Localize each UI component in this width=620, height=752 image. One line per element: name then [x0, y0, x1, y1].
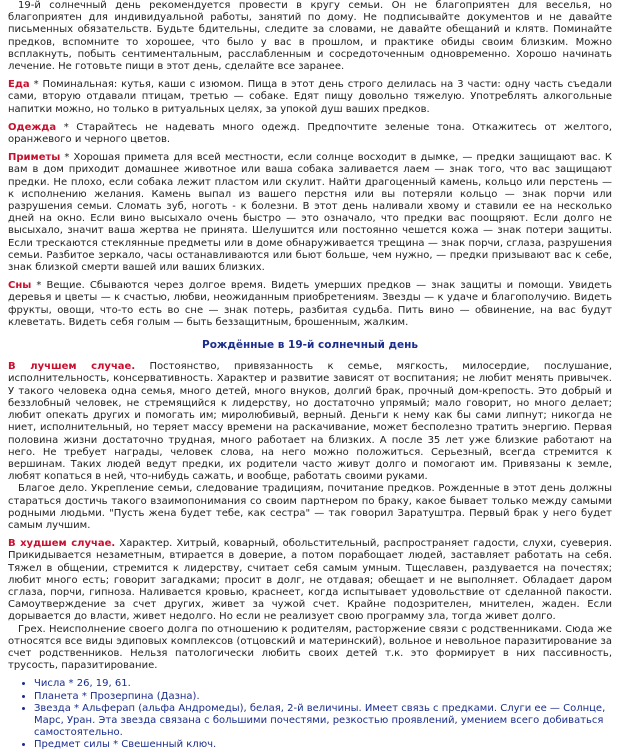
best-case-label: В лучшем случае. [8, 361, 136, 373]
clothing-text: Старайтесь не надевать много одежд. Предпочтите зеленые тона. Откажитесь от желтого, оранжевого и черного цветов. [8, 121, 612, 146]
food-label: Еда [8, 79, 30, 91]
list-item: • Планета * Прозерпина (Дазна). [34, 691, 612, 703]
best-case-text: Постоянство, привязанность к семье, мягкость, милосердие, послушание, исполнительность, консервативность. Характер и развитие зависят от воспитания; не любит менять привычек. У такого человека одна семья, много детей, много внуков, долгий брак, прочный дом-крепость. Это добрый и беззлобный человек, не стремящийся к лидерству, но достаточно упрямый; мало говорит, но много делает; любит опекать других и помогать им; миролюбивый, верный. Деньги к нему как бы сами липнут; никогда не ниет, исполнительный, но теряет массу времени на раскачивание, может бесполезно тратить энергию. Первая половина жизни достаточно трудная, много работает на близких. А после 35 лет уже близкие работают на него. Не требует награды, человек слова, на него можно положиться. Серьезный, всегда стремится к вершинам. Таких людей ведут предки, их родители часто живут долго и помогают им. Привязаны к земле, любят копаться в ней, что-нибудь сажать, и вообще, работать своими руками. [8, 361, 612, 483]
omens-text: Хорошая примета для всей местности, если солнце восходит в дымке, — предки защищают вас. К вам в дом приходит домашнее животное или ваша собака заливается лаем — знак того, что вас защищают предки. Не плохо, если собака лежит пластом или скулит. Найти драгоценный камень, кольцо или перстень — к исполнению желания. Камень выпал из вашего перстня или вы потеряли кольцо — знак порчи или разрушения семьи. Сломать зуб, ноготь - к болезни. В этот день наливали хвому и ставили ее на несколько дней на окно. Если вино высыхало очень быстро — это означало, что предки вас поощряют. Если долго не высыхало, значит ваша жертва не принята. Шелушится или постоянно чешется кожа — знак потери защиты. Если трескаются стеклянные предметы или в доме обнаруживается трещина — знак порчи, сглаза, разрушения семьи. Разбитое зеркало, часы останавливаются или бьют больше, чем нужно, — предки призывают вас к себе, знак близкой смерти вашей или ваших близких. [8, 152, 612, 274]
clothing-paragraph: Одежда * Старайтесь не надевать много одежд. Предпочтите зеленые тона. Откажитесь от желтого, оранжевого и черного цветов. [8, 121, 612, 146]
dreams-text: Вещие. Сбываются через долгое время. Видеть умерших предков — знак защиты и помощи. Увидеть деревья и цветы — к счастью, любви, неожиданным приобретениям. Звезды — к удаче и благополучию. Видеть фрукты, овощи, что-то есть во сне — знак потерь, разбитая судьба. Пить вино — обвинение, на вас будут клеветать. Видеть себя голым — быть беззащитным, брошенным, жалким. [8, 280, 613, 328]
worst-case-sin: Грех. Неисполнение своего долга по отношению к родителям, расторжение связи с родственниками. Сюда же относятся все виды эдиповых комплексов (отцовский и материнский), вольное и невольное паразитирование за счет родственников. Нельзя патологически любить своих детей т.к. это формирует в них пассивность, трусость, паразитирование. [8, 623, 612, 672]
list-item: • Предмет силы * Свешенный ключ. [34, 739, 612, 751]
facts-list [8, 678, 612, 751]
worst-case-paragraph [8, 538, 612, 623]
omens-label: Приметы [8, 152, 61, 164]
list-item: • Числа * 26, 19, 61. [34, 678, 612, 690]
worst-case-text: Характер. Хитрый, коварный, обольстительный, распространяет гадости, слухи, суеверия. Прикидывается незаметным, втирается в доверие, а потом порабощает людей, заставляет работать на себя. Тяжел в общении, стремится к лидерству, считает себя самым умным. Тщеславен, раздувается на почестях; любит много есть; говорит загадками; просит в долг, не отдавая; обещает и не выполняет. Обладает даром сглаза, порчи, гипноза. Наливается кровью, краснеет, когда испытывает удовольствие от сделанной пакости. Самоутверждение за счет других, живет за чужой счет. Крайне подозрителен, мнителен, жаден. Если дорывается до власти, живет недолго. Но если не реализует свою программу зла, тогда живет долго. [8, 538, 612, 623]
section-title: Рождённые в 19-й солнечный день [202, 339, 418, 352]
dreams-paragraph: Сны * Вещие. Сбываются через долгое время. Видеть умерших предков — знак защиты и помощи. Увидеть деревья и цветы — к счастью, любви, неожиданным приобретениям. Звезды — к удаче и благополучию. Видеть фрукты, овощи, что-то есть во сне — знак потерь, разбитая судьба. Пить вино — обвинение, на вас будут клеветать. Видеть себя голым — быть беззащитным, брошенным, жалким. [8, 280, 613, 328]
omens-paragraph: Приметы * Хорошая примета для всей местности, если солнце восходит в дымке, — предки защищают вас. К вам в дом приходит домашнее животное или ваша собака заливается лаем — знак того, что вас защищают предки. Не плохо, если собака лежит пластом или скулит. Найти драгоценный камень, кольцо или перстень — к исполнению желания. Камень выпал из вашего перстня или вы потеряли кольцо — знак порчи или разрушения семьи. Сломать зуб, ноготь - к болезни. В этот день наливали хвому и ставили ее на несколько дней на окно. Если вино высыхало очень быстро — это означало, что предки вас поощряют. Если долго не высыхало, значит ваша жертва не принята. Шелушится или постоянно чешется кожа — знак потери защиты. Если трескаются стеклянные предметы или в доме обнаруживается трещина — знак порчи, сглаза, разрушения семьи. Разбитое зеркало, часы останавливаются или бьют больше, чем нужно, — предки призывают вас к себе, знак близкой смерти вашей или ваших близких. [8, 152, 612, 274]
intro-paragraph: 19-й солнечный день рекомендуется провести в кругу семьи. Он не благоприятен для веселья, но благоприятен для индивидуальной работы, занятий по дому. Не подписывайте документов и не давайте письменных обязательств. Будьте бдительны, следите за словами, не давайте обещаний и клятв. Поминайте предков, вспомните то хорошее, что было у вас в прошлом, и практике обиды своим близким. Можно всплакнуть, побыть сентиментальным, расслабленным и сосредоточенным одновременно. Хорошо начинать лечение. Не готовьте пищи в этот день, сделайте все заранее. [8, 0, 612, 73]
best-case-virtue: Благое дело. Укрепление семьи, следование традициям, почитание предков. Рожденные в этот день должны стараться достичь такого взаимопонимания со своим партнером по браку, какое бывает только между самыми родными людьми. "Пусть жена будет тебе, как сестра" — так говорил Заратуштра. Первый брак у него будет самым лучшим. [8, 483, 612, 531]
food-text: Поминальная: кутья, каши с изюмом. Пища в этот день строго делилась на 3 части: одну часть съедали сами, вторую отдавали птицам, третью — собаке. Едят пищу довольно тяжелую. Употреблять алкогольные напитки можно, но только в ритуальных целях, за упокой душ ваших предков. [8, 79, 612, 115]
clothing-label: Одежда [8, 121, 57, 133]
list-item: • Звезда * Альферап (альфа Андромеды), белая, 2-й величины. Имеет связь с предками. Слуги ее — Солнце, Марс, Уран. Эта звезда связана с большими почестями, резкостью проявлений, умением всего добиваться самостоятельно. [34, 703, 612, 740]
food-paragraph: Еда * Поминальная: кутья, каши с изюмом. Пища в этот день строго делилась на 3 части: одну часть съедали сами, вторую отдавали птицам, третью — собаке. Едят пищу довольно тяжелую. Употреблять алкогольные напитки можно, но только в ритуальных целях, за упокой душ ваших предков. [8, 79, 612, 115]
dreams-label: Сны [8, 280, 32, 292]
worst-case-label: В худшем случае. [8, 538, 116, 550]
best-case-paragraph [8, 361, 612, 483]
